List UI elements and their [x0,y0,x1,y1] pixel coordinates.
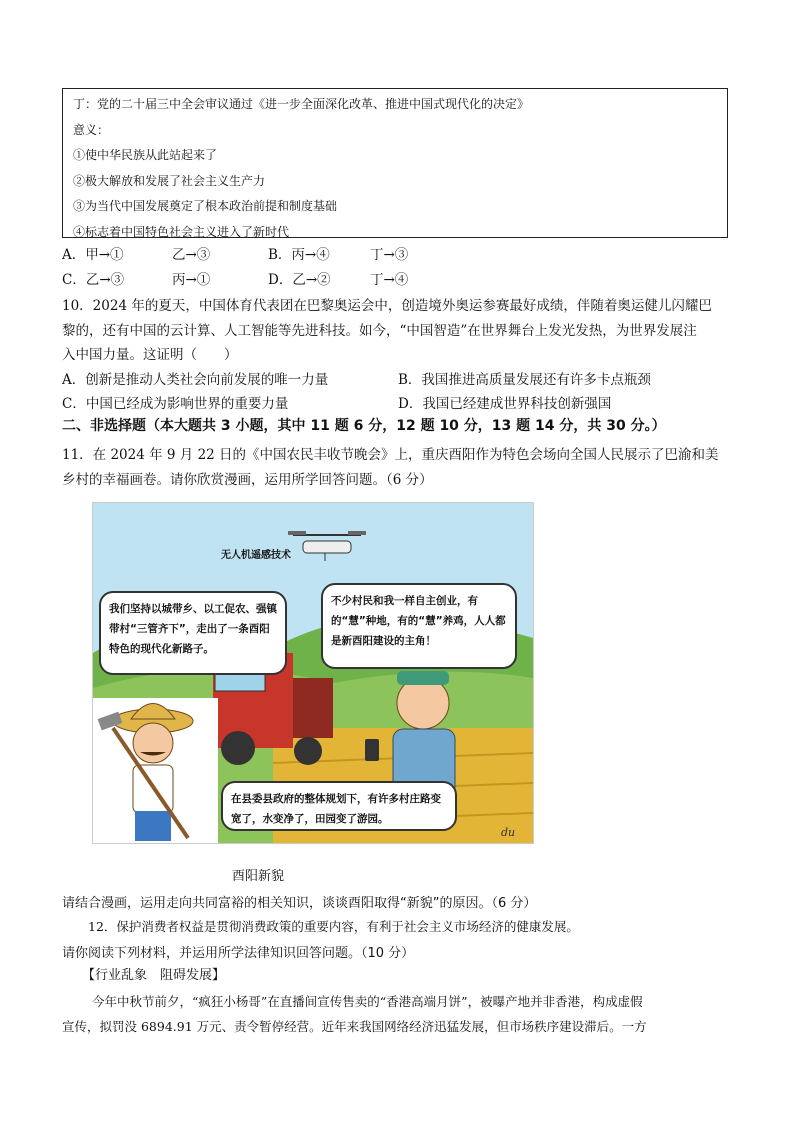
q11-question: 请结合漫画，运用走向共同富裕的相关知识，谈谈酉阳取得“新貌”的原因。（6 分） [62,896,537,911]
drone-label: 无人机遥感技术 [221,550,291,561]
box-line: ④标志着中国特色社会主义进入了新时代 [73,224,290,239]
speech-bubble-right: 不少村民和我一样自主创业，有的“慧”种地，有的“慧”养鸡，人人都是新酉阳建设的主角！ [321,583,517,669]
speech-bubble-bottom: 在县委县政府的整体规划下，有许多村庄路变宽了，水变净了，田园变了游园。 [221,781,457,831]
q10-option-a: A．创新是推动人类社会向前发展的唯一力量 [62,372,329,388]
option-a-pair: 乙→③ [172,247,211,263]
box-line: ①使中华民族从此站起来了 [73,148,218,162]
box-line: ③为当代中国发展奠定了根本政治前提和制度基础 [73,199,338,213]
option-d: D．乙→② [268,272,331,288]
option-a: A．甲→① [62,247,124,263]
comic-illustration [92,502,534,844]
q10-line: 10．2024 年的夏天，中国体育代表团在巴黎奥运会中，创造境外奥运参赛最好成绩，伴随着奥运健儿闪耀巴 [62,298,712,314]
q11-line: 11．在 2024 年 9 月 22 日的《中国农民丰收节晚会》上，重庆酉阳作为特色会场向全国人民展示了巴渝和美 [62,447,719,463]
farmer-figure [93,698,218,843]
option-b-pair: 丁→③ [370,247,409,263]
q10-line: 入中国力量。这证明（ ） [62,347,238,363]
q10-option-d: D．我国已经建成世界科技创新强国 [398,396,612,412]
q11-line: 乡村的幸福画卷。请你欣赏漫画，运用所学回答问题。（6 分） [62,472,433,488]
q12-paragraph-line: 今年中秋节前夕，“疯狂小杨哥”在直播间宣传售卖的“香港高端月饼”，被曝产地并非香港，构成虚假 [92,994,643,1009]
artist-signature: du [501,826,516,839]
material-box [62,88,728,238]
option-d-pair: 丁→④ [370,272,409,288]
box-line: ②极大解放和发展了社会主义生产力 [73,173,266,188]
box-line: 丁：党的二十届三中全会审议通过《进一步全面深化改革、推进中国式现代化的决定》 [73,97,530,111]
material-tag: 【行业乱象 阻碍发展】 [82,968,226,983]
q10-option-c: C．中国已经成为影响世界的重要力量 [62,396,289,412]
option-c: C．乙→③ [62,272,125,288]
comic-caption: 酉阳新貌 [232,869,285,884]
q12-instruction: 请你阅读下列材料，并运用所学法律知识回答问题。（10 分） [62,946,415,961]
q10-option-b: B．我国推进高质量发展还有许多卡点瓶颈 [398,372,651,388]
option-b: B．丙→④ [268,247,330,263]
speech-bubble-left: 我们坚持以城带乡、以工促农、强镇带村“三管齐下”，走出了一条酉阳特色的现代化新路子。 [99,591,287,675]
q10-line: 黎的，还有中国的云计算、人工智能等先进科技。如今，“中国智造”在世界舞台上发光发热，为世界发展注 [62,323,697,339]
box-line: 意义： [73,122,110,137]
section-heading: 二、非选择题（本大题共 3 小题，其中 11 题 6 分，12 题 10 分，13 题 14 分，共 30 分。） [62,418,666,434]
option-c-pair: 丙→① [172,272,211,288]
q12-intro: 12．保护消费者权益是贯彻消费政策的重要内容，有利于社会主义市场经济的健康发展。 [88,919,579,934]
q12-paragraph-line: 宣传，拟罚没 6894.91 万元、责令暂停经营。近年来我国网络经济迅猛发展，但市场秩序建设滞后。一方 [62,1019,647,1034]
